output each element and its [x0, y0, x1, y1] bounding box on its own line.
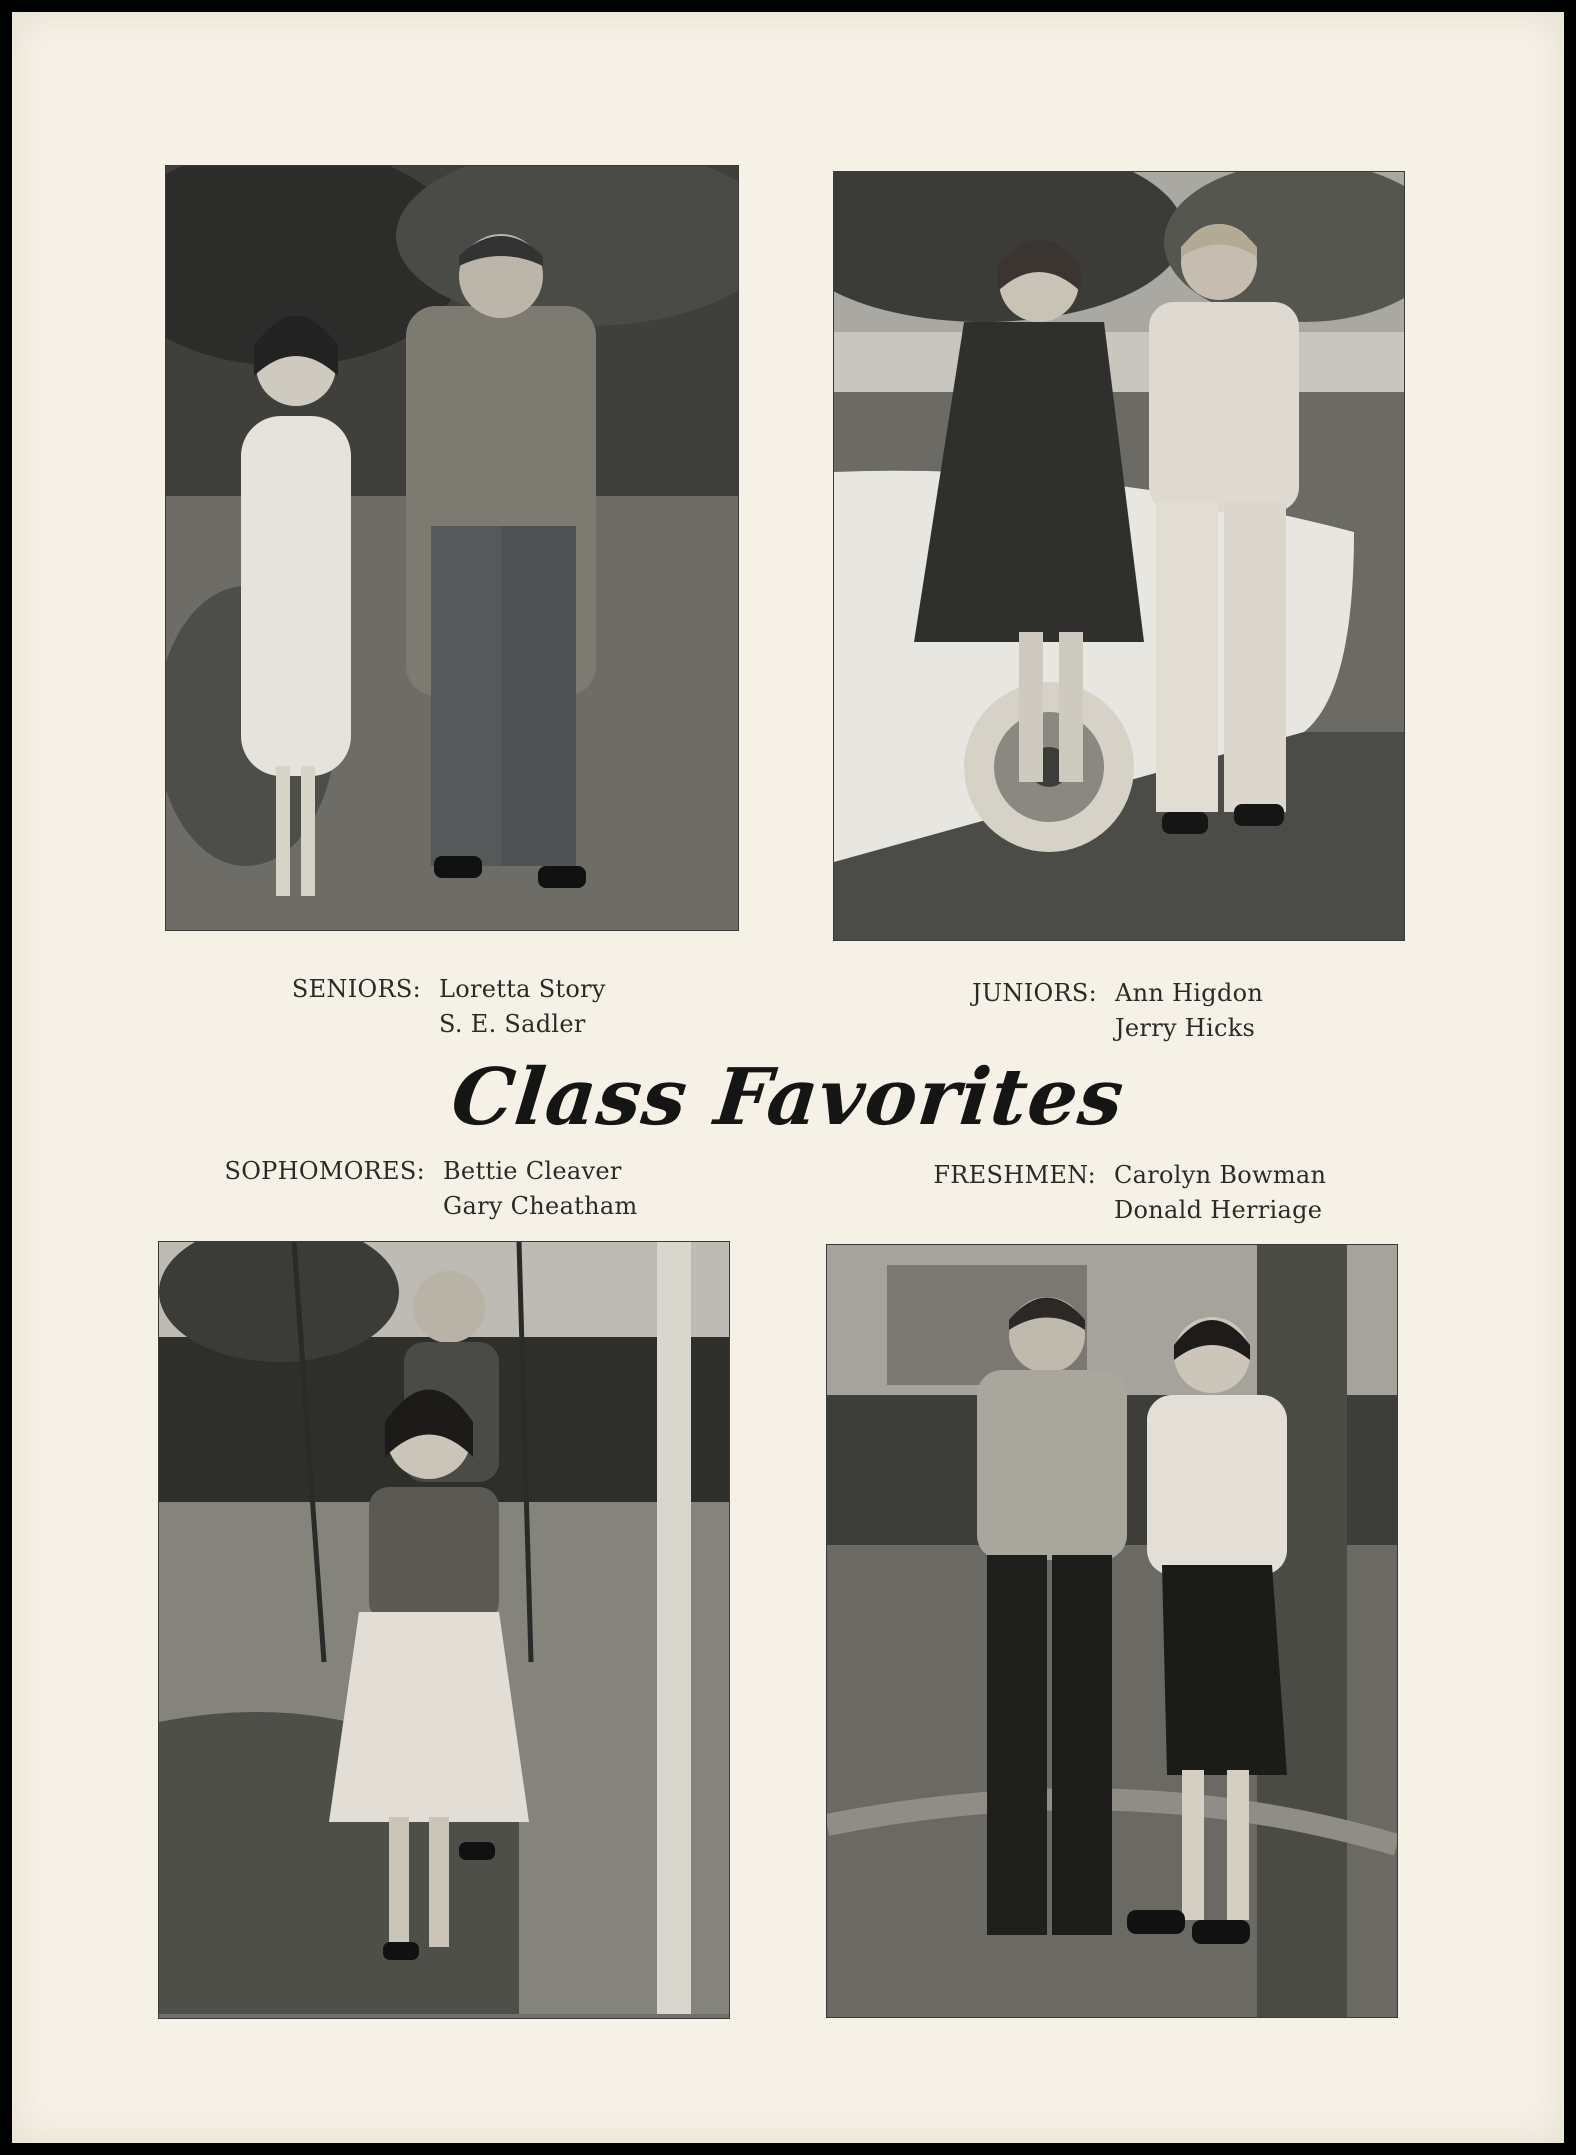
sophomores-caption [224, 1154, 638, 1224]
freshmen-caption [933, 1158, 1327, 1228]
seniors-name-1: Loretta Story [439, 975, 606, 1003]
freshmen-photo [827, 1245, 1397, 2017]
seniors-name-2: S. E. Sadler [439, 1010, 586, 1038]
seniors-caption [291, 972, 606, 1042]
sophomores-name-1: Bettie Cleaver [443, 1157, 622, 1185]
juniors-label: JUNIORS: [971, 979, 1097, 1007]
freshmen-name-1: Carolyn Bowman [1114, 1161, 1327, 1189]
yearbook-page [12, 12, 1564, 2143]
juniors-photo [834, 172, 1404, 940]
sophomores-label: SOPHOMORES: [224, 1157, 425, 1185]
page-title: Class Favorites [447, 1052, 1129, 1143]
seniors-photo [166, 166, 738, 930]
freshmen-label: FRESHMEN: [933, 1161, 1096, 1189]
juniors-name-1: Ann Higdon [1115, 979, 1264, 1007]
sophomores-name-2: Gary Cheatham [443, 1192, 638, 1220]
seniors-label: SENIORS: [291, 975, 421, 1003]
juniors-name-2: Jerry Hicks [1115, 1014, 1256, 1042]
freshmen-name-2: Donald Herriage [1114, 1196, 1323, 1224]
juniors-caption [971, 976, 1264, 1046]
sophomores-photo [159, 1242, 729, 2018]
